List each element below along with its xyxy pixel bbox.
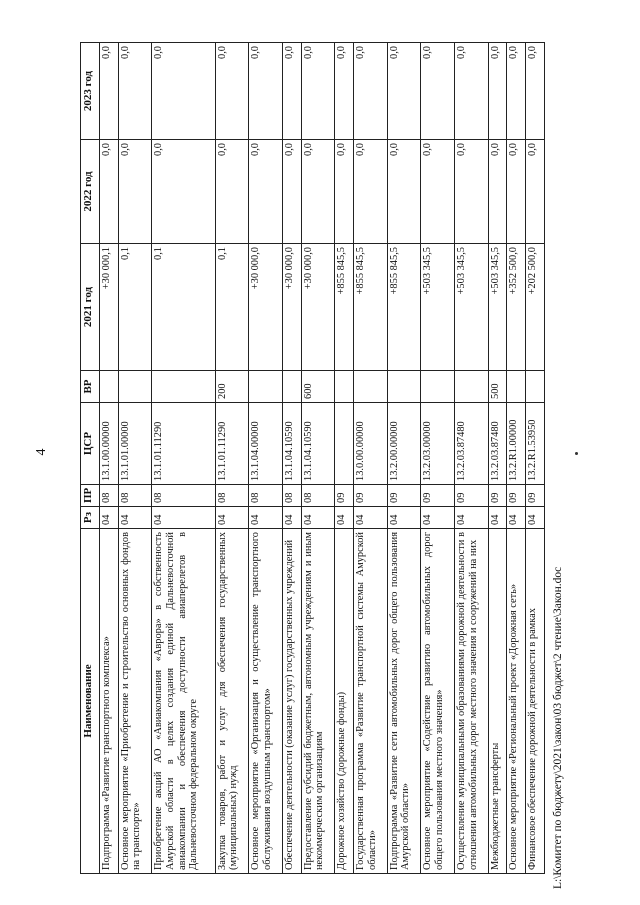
cell-y2021: 0,1 [215,244,249,371]
cell-rz: 04 [421,507,455,529]
cell-vr: 200 [215,371,249,403]
header-2022: 2022 год [81,140,100,244]
cell-pr: 09 [507,485,526,507]
cell-y2022: 0,0 [118,140,152,244]
cell-name: Подпрограмма «Развитие транспортного комплекса» [100,529,119,874]
table-row [283,43,302,874]
header-name: Наименование [81,529,100,874]
cell-y2023: 0,0 [301,43,335,140]
cell-csr: 13.1.04.00000 [249,403,283,485]
cell-y2022: 0,0 [526,140,545,244]
cell-y2023: 0,0 [526,43,545,140]
cell-y2022: 0,0 [215,140,249,244]
cell-y2023: 0,0 [335,43,354,140]
cell-y2022: 0,0 [507,140,526,244]
cell-y2022: 0,0 [152,140,215,244]
cell-rz: 04 [100,507,119,529]
cell-name: Подпрограмма «Развитие сети автомобильных дорог общего пользования Амурской области» [387,529,421,874]
cell-y2021: 0,1 [118,244,152,371]
cell-rz: 04 [283,507,302,529]
table-row [387,43,421,874]
header-2023: 2023 год [81,43,100,140]
cell-csr: 13.1.04.10590 [301,403,335,485]
table-header-row [81,43,100,874]
cell-rz: 04 [354,507,388,529]
cell-pr: 08 [118,485,152,507]
cell-rz: 04 [526,507,545,529]
cell-csr: 13.0.00.00000 [354,403,388,485]
cell-y2023: 0,0 [215,43,249,140]
cell-csr: 13.2.R1.53950 [526,403,545,485]
table-row [455,43,489,874]
cell-y2023: 0,0 [387,43,421,140]
cell-csr: 13.1.04.10590 [283,403,302,485]
cell-rz: 04 [215,507,249,529]
cell-vr [335,371,354,403]
cell-y2022: 0,0 [488,140,507,244]
cell-name: Основное мероприятие «Содействие развитию автомобильных дорог общего пользования местного значения» [421,529,455,874]
table-row [215,43,249,874]
cell-name: Обеспечение деятельности (оказание услуг) государственных учреждений [283,529,302,874]
cell-y2021: +202 500,0 [526,244,545,371]
cell-vr [249,371,283,403]
cell-rz: 04 [301,507,335,529]
cell-vr [387,371,421,403]
cell-name: Основное мероприятие «Приобретение и строительство основных фондов на транспорте» [118,529,152,874]
cell-vr [354,371,388,403]
cell-pr: 08 [100,485,119,507]
cell-name: Финансовое обеспечение дорожной деятельности в рамках [526,529,545,874]
cell-y2021: +855 845,5 [387,244,421,371]
cell-csr: 13.1.01.11290 [215,403,249,485]
cell-y2021: +352 500,0 [507,244,526,371]
cell-csr: 13.1.01.11290 [152,403,215,485]
cell-vr [526,371,545,403]
table-row [152,43,215,874]
cell-name: Закупка товаров, работ и услуг для обеспечения государственных (муниципальных) нужд [215,529,249,874]
cell-name: Осуществление муниципальными образованиями дорожной деятельности в отношении автомобильных дорог местного значения и сооружений на них [455,529,489,874]
cell-rz: 04 [335,507,354,529]
cell-pr: 09 [488,485,507,507]
cell-y2023: 0,0 [152,43,215,140]
table-row [354,43,388,874]
table-row [100,43,119,874]
cell-y2023: 0,0 [118,43,152,140]
cell-vr [152,371,215,403]
cell-vr [283,371,302,403]
cell-pr: 09 [387,485,421,507]
cell-y2021: +30 000,1 [100,244,119,371]
cell-y2022: 0,0 [283,140,302,244]
header-2021: 2021 год [81,244,100,371]
cell-name: Государственная программа «Развитие транспортной системы Амурской области» [354,529,388,874]
footer-file-path-text: L:\Комитет по бюджету\2021\закон\03 бюджет\2 чтение\Закон.doc [552,566,564,889]
cell-pr: 09 [354,485,388,507]
cell-y2023: 0,0 [283,43,302,140]
cell-y2021: +503 345,5 [488,244,507,371]
cell-pr: 09 [335,485,354,507]
cell-y2023: 0,0 [507,43,526,140]
cell-name: Дорожное хозяйство (дорожные фонды) [335,529,354,874]
cell-vr [507,371,526,403]
cell-y2021: 0,1 [152,244,215,371]
page-number: 4 [34,448,49,456]
header-csr: ЦСР [81,403,100,485]
cell-y2021: +503 345,5 [455,244,489,371]
cell-y2022: 0,0 [100,140,119,244]
cell-y2023: 0,0 [354,43,388,140]
cell-y2023: 0,0 [421,43,455,140]
cell-pr: 09 [421,485,455,507]
cell-y2021: +855 845,5 [354,244,388,371]
cell-csr: 13.1.01.00000 [118,403,152,485]
header-vr: ВР [81,371,100,403]
cell-vr: 500 [488,371,507,403]
cell-vr: 600 [301,371,335,403]
budget-table-container [80,43,545,874]
cell-csr: 13.1.00.00000 [100,403,119,485]
cell-y2022: 0,0 [421,140,455,244]
cell-y2021: +30 000,0 [301,244,335,371]
cell-vr [455,371,489,403]
cell-y2023: 0,0 [249,43,283,140]
table-row [118,43,152,874]
cell-rz: 04 [152,507,215,529]
cell-y2022: 0,0 [455,140,489,244]
cell-pr: 08 [283,485,302,507]
cell-y2022: 0,0 [301,140,335,244]
cell-pr: 09 [526,485,545,507]
cell-name: Основное мероприятие «Региональный проект «Дорожная сеть» [507,529,526,874]
table-row [526,43,545,874]
table-row [507,43,526,874]
table-row [488,43,507,874]
cell-csr [335,403,354,485]
table-row [335,43,354,874]
cell-rz: 04 [507,507,526,529]
header-pr: ПР [81,485,100,507]
cell-name: Приобретение акций АО «Авиакомпания «Аврора» в собственность Амурской области в целях создания единой Дальневосточной авиакомпании и обеспечения доступности авиаперелетов в Дальневосточном федеральном округе [152,529,215,874]
cell-y2021: +855 845,5 [335,244,354,371]
table-row [249,43,283,874]
cell-pr: 08 [301,485,335,507]
cell-pr: 08 [249,485,283,507]
cell-csr: 13.2.03.87480 [455,403,489,485]
cell-rz: 04 [488,507,507,529]
cell-vr [118,371,152,403]
footer-dot [575,452,578,455]
cell-vr [421,371,455,403]
cell-y2023: 0,0 [100,43,119,140]
cell-y2022: 0,0 [354,140,388,244]
cell-name: Межбюджетные трансферты [488,529,507,874]
cell-name: Основное мероприятие «Организация и осуществление транспортного обслуживания воздушным транспортом» [249,529,283,874]
table-row [421,43,455,874]
budget-table [80,42,545,874]
header-rz: Рз [81,507,100,529]
cell-y2023: 0,0 [488,43,507,140]
table-row [301,43,335,874]
cell-csr: 13.2.03.87480 [488,403,507,485]
cell-y2022: 0,0 [387,140,421,244]
cell-csr: 13.2.00.00000 [387,403,421,485]
cell-rz: 04 [118,507,152,529]
cell-y2021: +30 000,0 [249,244,283,371]
cell-pr: 09 [455,485,489,507]
cell-rz: 04 [387,507,421,529]
cell-name: Предоставление субсидий бюджетным, автономным учреждениям и иным некоммерческим организациям [301,529,335,874]
cell-csr: 13.2.03.00000 [421,403,455,485]
cell-vr [100,371,119,403]
cell-csr: 13.2.R1.00000 [507,403,526,485]
cell-y2021: +503 345,5 [421,244,455,371]
cell-pr: 08 [152,485,215,507]
cell-rz: 04 [455,507,489,529]
cell-rz: 04 [249,507,283,529]
cell-y2022: 0,0 [335,140,354,244]
cell-y2022: 0,0 [249,140,283,244]
cell-pr: 08 [215,485,249,507]
cell-y2023: 0,0 [455,43,489,140]
cell-y2021: +30 000,0 [283,244,302,371]
